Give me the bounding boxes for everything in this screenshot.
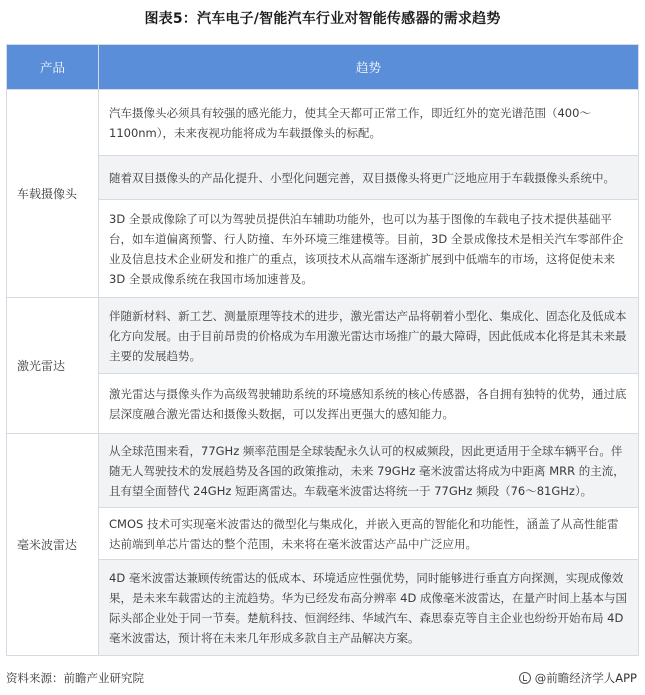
trend-table: [6, 44, 639, 656]
trend-cell: 4D 毫米波雷达兼顾传统雷达的低成本、环境适应性强优势，同时能够进行垂直方向探测，实现成像效果，是未来车载雷达的主流趋势。华为已经发布高分辨率 4D 成像毫米波雷达，在量产时间上基本与国际头部企业处于同一节奏。楚航科技、恒润经纬、华域汽车、森思泰克等自主企业也纷纷开始布局 4D 毫米波雷达，预计将在未来几年形成多款自主产品解决方案。: [99, 560, 639, 656]
table-row: [7, 508, 639, 560]
trend-cell: 汽车摄像头必须具有较强的感光能力，使其全天都可正常工作，即近红外的宽光谱范围（400～1100nm），未来夜视功能将成为车载摄像头的标配。: [99, 90, 639, 156]
product-cell-camera: 车载摄像头: [7, 90, 99, 298]
table-row: [7, 90, 639, 156]
qianzhan-logo-icon: [519, 672, 531, 684]
header-product: 产品: [7, 45, 99, 90]
source-note: 资料来源：前瞻产业研究院: [6, 671, 144, 685]
table-row: [7, 298, 639, 374]
table-header-row: [7, 45, 639, 90]
table-row: [7, 200, 639, 298]
page-title: 图表5：汽车电子/智能汽车行业对智能传感器的需求趋势: [144, 11, 501, 27]
table-row: [7, 434, 639, 508]
trend-cell: 随着双目摄像头的产品化提升、小型化问题完善，双目摄像头将更广泛地应用于车载摄像头系统中。: [99, 156, 639, 200]
header-trend: 趋势: [99, 45, 639, 90]
trend-cell: 从全球范围来看，77GHz 频率范围是全球装配永久认可的权威频段，因此更适用于全球车辆平台。伴随无人驾驶技术的发展趋势及各国的政策推动，未来 79GHz 毫米波雷达将成为中距离 MRR 的主流，且有望全面替代 24GHz 短距离雷达。车载毫米波雷达将统一于 77GHz 频段（76～81GHz）。: [99, 434, 639, 508]
trend-cell: 3D 全景成像除了可以为驾驶员提供泊车辅助功能外，也可以为基于图像的车载电子技术提供基础平台，如车道偏离预警、行人防撞、车外环境三维建模等。目前，3D 全景成像技术是相关汽车零部件企业及信息技术企业研发和推广的重点，该项技术从高端车逐渐扩展到中低端车的市场，这将促使未来 3D 全景成像系统在我国市场加速普及。: [99, 200, 639, 298]
trend-cell: 激光雷达与摄像头作为高级驾驶辅助系统的环境感知系统的核心传感器，各自拥有独特的优势，通过底层深度融合激光雷达和摄像头数据，可以发挥出更强大的感知能力。: [99, 374, 639, 434]
brand-credit: [519, 670, 637, 686]
product-cell-mmwave-radar: 毫米波雷达: [7, 434, 99, 656]
table-row: [7, 156, 639, 200]
brand-text: @前瞻经济学人APP: [534, 671, 637, 685]
product-cell-lidar: 激光雷达: [7, 298, 99, 434]
trend-cell: 伴随新材料、新工艺、测量原理等技术的进步，激光雷达产品将朝着小型化、集成化、固态化及低成本化方向发展。由于目前昂贵的价格成为车用激光雷达市场推广的最大障碍，因此低成本化将是其未来最主要的发展趋势。: [99, 298, 639, 374]
table-row: [7, 374, 639, 434]
trend-cell: CMOS 技术可实现毫米波雷达的微型化与集成化，并嵌入更高的智能化和功能性，涵盖了从高性能雷达前端到单芯片雷达的整个范围，未来将在毫米波雷达产品中广泛应用。: [99, 508, 639, 560]
table-row: [7, 560, 639, 656]
